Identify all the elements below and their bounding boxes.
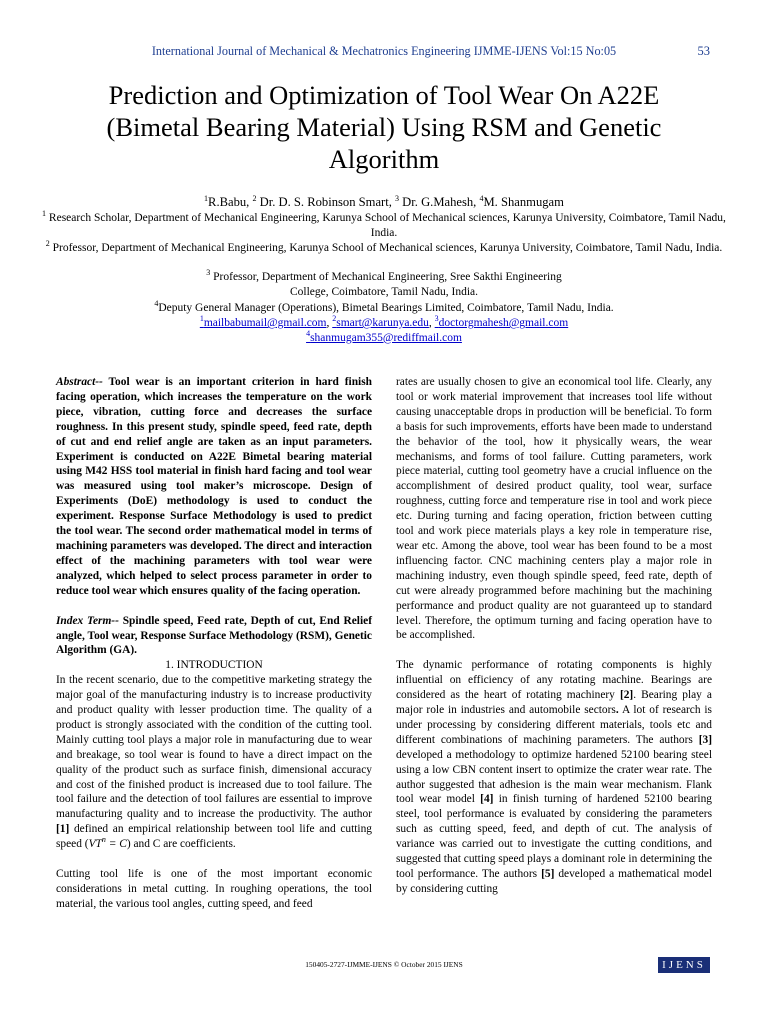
index-terms-text: Spindle speed, Feed rate, Depth of cut, End Relief angle, Tool wear, Response Surface Methodology (RSM), Genetic Algorithm (GA).	[56, 614, 372, 657]
citation: [5]	[541, 868, 555, 880]
paper-title	[40, 79, 728, 175]
email-link[interactable]: $^1$mailbabumail@gmail.com	[199, 314, 327, 329]
email-list: $^1$mailbabumail@gmail.com, $^2$smart@karunya.edu, $^3$doctorgmahesh@gmail.com $^4$shanmugam355@rediffmail.com	[199, 314, 569, 344]
affiliation-text: Research Scholar, Department of Mechanical Engineering, Karunya School of Mechanical sciences, Karunya University, Coimbatore, Tamil Nadu, India.	[46, 212, 726, 239]
footer-text: 150405-2727-IJMME-IJENS © October 2015 IJENS	[305, 960, 463, 969]
body-paragraph: rates are usually chosen to give an economical tool life. Clearly, any tool or work material improvement that increases tool life without causing unacceptable drops in production will be beneficial. To form a basis for such improvements, efforts have been made to understand the behavior of the tool, how it physically wears, the wear mechanisms, and forms of tool failure. Cutting parameters, work piece material, cutting tool geometry have a crucial influence on the accomplishment of desired product quality, tool wear, surface roughness, cutting force and temperature rise in tool and work piece etc. During turning and facing operation, friction between cutting tool and work piece materials plays a key role in temperature rise, wear etc. Among the above, tool wear has been found to be a most influencing factor. CNC machining centers play a major role in machining industry, even though spindle speed, feed rate, depth of cut were already programmed before machining but the machining performance and product quality are not guaranteed up to standard level. Therefore, the optimum turning and facing operation have to be accomplished.	[396, 376, 712, 642]
abstract	[56, 375, 372, 599]
index-terms-label: Index Term--	[56, 614, 119, 627]
affiliation-4: $^4$Deputy General Manager (Operations), Bimetal Bearings Limited, Coimbatore, Tamil Nadu, India.	[154, 299, 614, 314]
author-list: $^1$R.Babu, $^2$ Dr. D. S. Robinson Smart, $^3$ Dr. G.Mahesh, $^4$M. Shanmugam	[204, 194, 564, 209]
citation: [4]	[480, 793, 494, 806]
affiliation-text: Professor, Department of Mechanical Engineering, Karunya School of Mechanical sciences, Karunya University, Coimbatore, Tamil Nadu, India.	[49, 242, 723, 254]
equation: $VT^n = C$	[88, 835, 127, 851]
citation: [3]	[698, 733, 712, 746]
abstract-text: Tool wear is an important criterion in hard finish facing operation, which increases the temperature on the work piece, vibration, cutting force and decreases the surface roughness. In this present study, spindle speed, feed rate, depth of cut and end relief angle are taken as an input parameters. Experiment is conducted on A22E Bimetal bearing material using M42 HSS tool material in finish hard facing and tool wear was measured using tool maker’s microscope. Design of Experiments (DoE) methodology is used to conduct the experiment. Response Surface Methodology is used to predict the tool wear. The second order mathematical model in terms of machining parameters was developed. The direct and interaction effect of the machining parameters with tool wear were analyzed, which helped to select process parameter in order to reduce tool wear which ensures quality of the facing operation.	[56, 376, 372, 597]
section-heading: 1. INTRODUCTION	[165, 659, 263, 672]
abstract-label: Abstract--	[56, 376, 103, 388]
email-link[interactable]: $^4$shanmugam355@rediffmail.com	[306, 328, 462, 344]
journal-header: International Journal of Mechanical & Mechatronics Engineering IJMME-IJENS Vol:15 No:05	[151, 44, 617, 58]
affiliation-2: $^2$ Professor, Department of Mechanical Engineering, Karunya School of Mechanical sciences, Karunya University, Coimbatore, Tamil Nadu, India.	[45, 239, 723, 254]
author-name: M. Shanmugam	[483, 195, 564, 209]
affiliation-1: $^1$ Research Scholar, Department of Mechanical Engineering, Karunya School of Mechanical sciences, Karunya University, Coimbatore, Tamil Nadu, India.	[42, 209, 726, 239]
citation: [1]	[56, 823, 70, 836]
title-line: (Bimetal Bearing Material) Using RSM and Genetic	[106, 112, 662, 142]
intro-paragraph: In the recent scenario, due to the competitive marketing strategy the major goal of the manufacturing industry is to increase productivity and product quality with lesser production time. The quality of a product is strongly associated with the condition of the cutting tool. Mainly cutting tool plays a major role in manufacturing due to wear and breakage, so tool wear is found to have a direct impact on the quality of the product such as surface finish, dimensional accuracy and cost of the finished product is increased due to tool failure. The tool failure and the detection of tool failures are essential to improve manufacturing quality and to increase the productivity. The author [1] defined an empirical relationship between tool life and cutting speed $(VT^n = C)$ and C are coefficients.	[56, 674, 372, 851]
author-name: R.Babu,	[208, 195, 253, 209]
email-link[interactable]: $^3$doctorgmahesh@gmail.com	[434, 314, 569, 329]
page-number: 53	[697, 44, 710, 58]
affiliation-3: $^3$ Professor, Department of Mechanical Engineering, Sree Sakthi Engineering College, Coimbatore, Tamil Nadu, India.	[206, 268, 562, 298]
right-column	[396, 375, 712, 897]
email-link[interactable]: $^2$smart@karunya.edu	[332, 314, 429, 329]
ijens-logo: IJENS	[658, 957, 710, 973]
title-line: Algorithm	[328, 144, 440, 174]
index-terms	[56, 614, 372, 659]
intro-paragraph: Cutting tool life is one of the most important economic considerations in metal cutting. In roughing operations, the tool material, the various tool angles, cutting speed, and feed	[56, 868, 372, 910]
left-column	[56, 375, 372, 912]
title-line: Prediction and Optimization of Tool Wear On A22E	[108, 80, 660, 110]
citation: [2]	[619, 689, 634, 702]
affiliation-text: Deputy General Manager (Operations), Bimetal Bearings Limited, Coimbatore, Tamil Nadu, India.	[158, 302, 614, 314]
body-paragraph: The dynamic performance of rotating components is highly influential on efficiency of any rotating machine. Bearings are considered as the heart of rotating machinery [2]. Bearing play a major role in industries and automobile sectors. A lot of research is under processing by considering different materials, tools etc and different combinations of machining parameters. The authors [3] developed a methodology to optimize hardened 52100 bearing steel using a low CBN content insert to optimize the crater wear rate. The author suggested that adhesion is the main wear mechanism. Flank tool wear model [4] in finish turning of hardened 52100 bearing steel, tool performance is evaluated by considering the parameters such as cutting speed, feed, and depth of cut. The analysis of variance was carried out to investigate the cutting conditions, and suggested that cutting speed plays a dominant role in determining the tool performance. The authors [5] developed a mathematical model by considering cutting	[396, 659, 712, 895]
author-name: Dr. D. S. Robinson Smart,	[256, 195, 396, 209]
affiliation-text: College, Coimbatore, Tamil Nadu, India.	[289, 285, 479, 298]
author-name: Dr. G.Mahesh,	[399, 195, 480, 209]
affiliation-text: Professor, Department of Mechanical Engineering, Sree Sakthi Engineering	[210, 271, 562, 283]
